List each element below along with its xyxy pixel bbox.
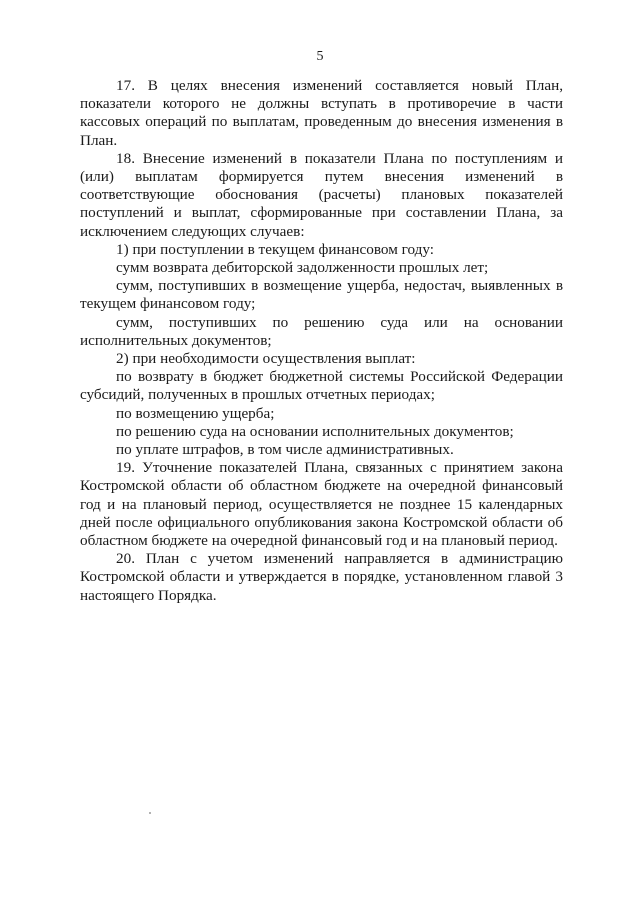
paragraph-18-item-2-damage: по возмещению ущерба; — [116, 404, 275, 422]
paragraph-18-item-1-court: сумм, поступивших по решению суда или на основании исполнительных документов; — [80, 313, 563, 349]
page-number: 5 — [316, 49, 324, 64]
document-body — [80, 77, 563, 605]
paragraph-18-item-2-court: по решению суда на основании исполнительных документов; — [116, 422, 514, 440]
paragraph-18-item-2: 2) при необходимости осуществления выплат: — [116, 350, 416, 368]
paragraph-18-item-2-subsidies: по возврату в бюджет бюджетной системы Российской Федерации субсидий, полученных в прошлых отчетных периодах; — [80, 368, 563, 404]
scan-speck — [149, 812, 151, 814]
paragraph-18: 18. Внесение изменений в показатели Плана по поступлениям и (или) выплатам формируется путем внесения изменений в соответствующие обоснования (расчеты) плановых показателей поступлений и выплат, сформированные при составлении Плана, за исключением следующих случаев: — [80, 149, 563, 240]
paragraph-19: 19. Уточнение показателей Плана, связанных с принятием закона Костромской области об областном бюджете на очередной финансовый год и на плановый период, осуществляется не позднее 15 календарных дней после официального опубликования закона Костромской области об областном бюджете на очередной финансовый год и на плановый период. — [80, 459, 563, 550]
paragraph-17: 17. В целях внесения изменений составляется новый План, показатели которого не должны вступать в противоречие в части кассовых операций по выплатам, проведенным до внесения изменения в План. — [80, 77, 563, 149]
paragraph-20: 20. План с учетом изменений направляется в администрацию Костромской области и утверждается в порядке, установленном главой 3 настоящего Порядка. — [80, 550, 563, 604]
paragraph-18-item-1-debts: сумм возврата дебиторской задолженности прошлых лет; — [116, 259, 489, 277]
paragraph-18-item-1-damage: сумм, поступивших в возмещение ущерба, недостач, выявленных в текущем финансовом году; — [80, 277, 563, 313]
paragraph-18-item-2-fines: по уплате штрафов, в том числе административных. — [116, 441, 454, 459]
paragraph-18-item-1: 1) при поступлении в текущем финансовом году: — [116, 240, 434, 258]
